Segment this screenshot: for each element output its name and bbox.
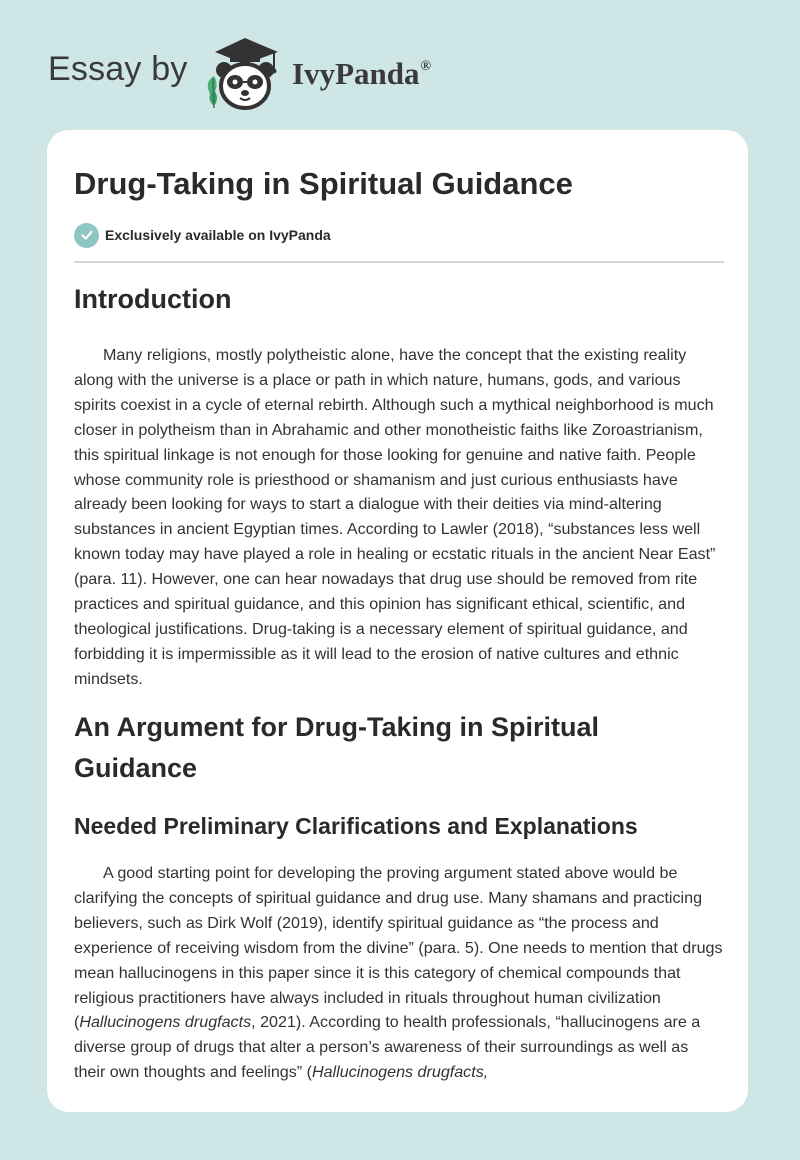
registered-mark: ® [420,59,431,74]
introduction-heading: Introduction [74,284,232,314]
clarifications-body [74,861,724,1085]
site-header [0,0,800,130]
introduction-section [74,279,724,320]
introduction-paragraph: Many religions, mostly polytheistic alone, have the concept that the existing reality along with the universe is a place or path in which nature, humans, gods, and various spirits coexist in a cycle of eternal rebirth. Although such a mythical neighborhood is much closer in polytheism than in Abrahamic and other monotheistic faiths like Zoroastrianism, this spiritual linkage is not enough for those looking for genuine and native faith. People whose community role is priesthood or shamanism and just curious enthusiasts have already been looking for ways to start a dialogue with their deities via mind-altering substances in ancient Egyptian times. According to Lawler (2018), “substances less well known today may have played a role in healing or ecstatic rituals in the ancient Near East” (para. 11). However, one can hear nowadays that drug use should be removed from rite practices and spiritual guidance, and this opinion has significant ethical, scientific, and theological justifications. Drug-taking is a necessary element of spiritual guidance, and forbidding it is impermissible as it will lead to the erosion of native cultures and ethnic mindsets. [74,346,716,688]
introduction-body [74,343,724,692]
clarifications-heading: Needed Preliminary Clarifications and Explanations [74,813,638,839]
divider [74,261,724,263]
badge-text: Exclusively available on IvyPanda [105,227,331,243]
argument-section [74,707,724,789]
essay-title: Drug-Taking in Spiritual Guidance [74,166,573,201]
exclusive-badge [74,222,331,248]
clarifications-section [74,810,724,842]
panda-graduate-icon[interactable] [200,34,290,114]
citation-title: Hallucinogens drugfacts, [311,1063,489,1082]
paragraph-text: A good starting point for developing the proving argument stated above would be clarifying the concepts of spiritual guidance and drug use. Many shamans and practicing believers, such as Dirk Wolf (2019), identify spiritual guidance as “the process and experience of receiving wisdom from the divine” (para. 5). One needs to mention that drugs mean hallucinogens in this paper since it is this category of chemical compounds that religious practitioners have always included in rituals throughout human civilization ( [74,864,723,1032]
essay-card [47,130,748,1112]
brand-name[interactable]: IvyPanda® [292,56,431,91]
brand-prefix: Essay by [48,50,188,88]
argument-heading: An Argument for Drug-Taking in Spiritual Guidance [74,712,599,783]
check-icon [74,223,99,248]
clarifications-paragraph [74,861,724,1085]
citation-title: Hallucinogens drugfacts [79,1013,252,1032]
paragraph-text: , 2021). According to health professionals, “hallucinogens are a diverse group of drugs that alter a person’s awareness of their surroundings as well as their own thoughts and feelings” ( [74,1013,701,1082]
